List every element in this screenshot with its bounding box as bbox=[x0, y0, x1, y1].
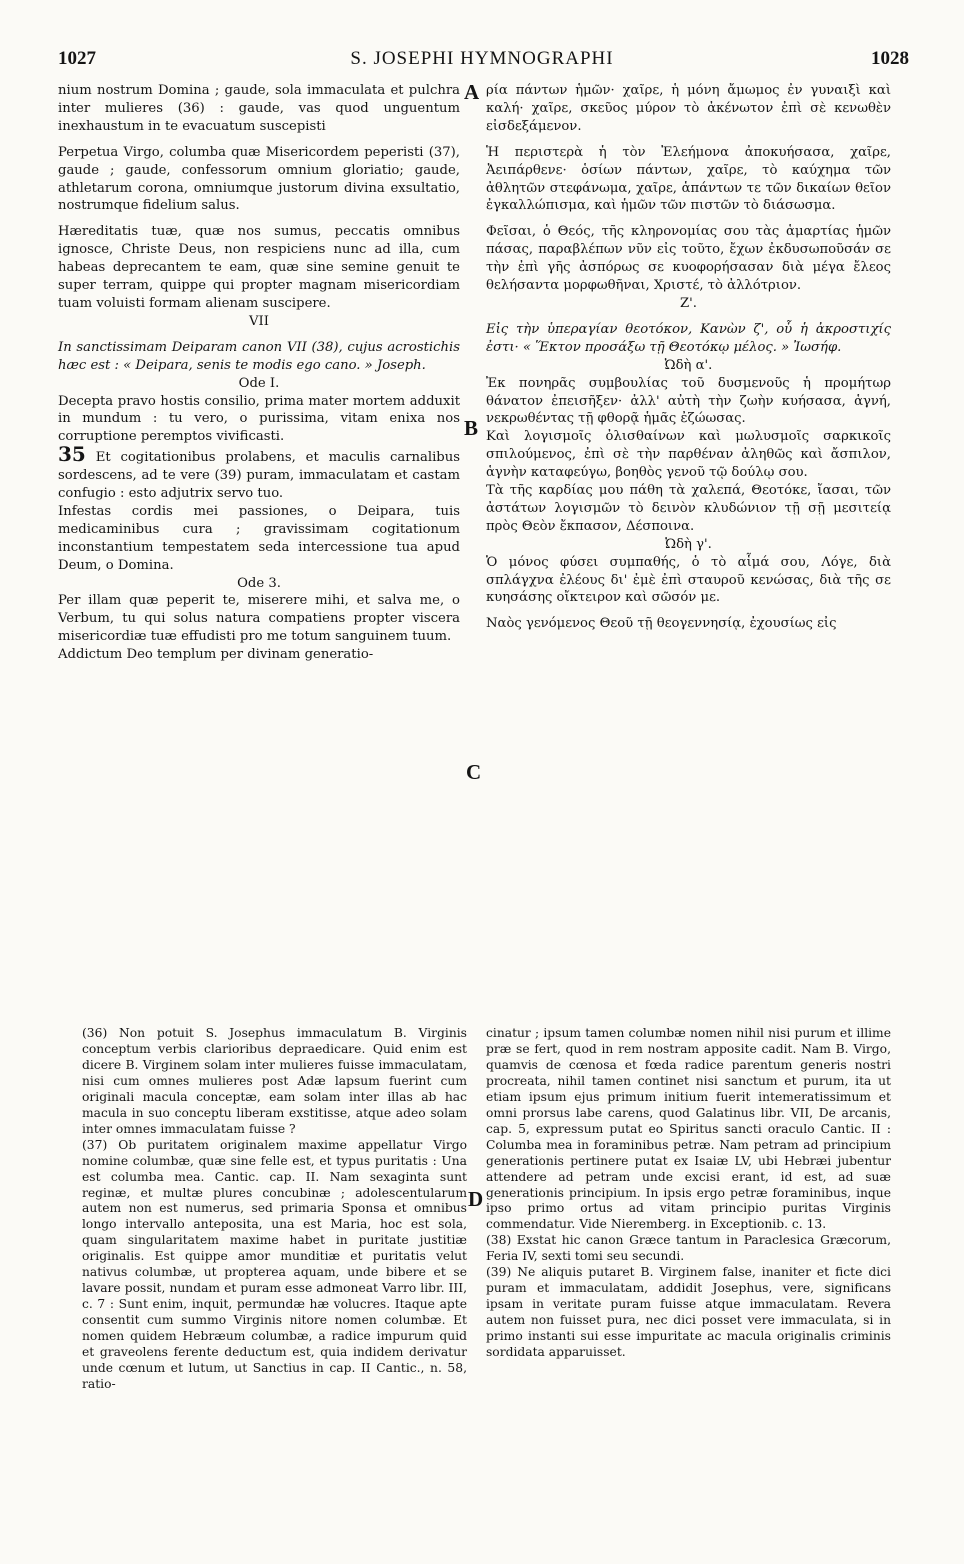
page-number-right: 1028 bbox=[871, 48, 909, 69]
canon-title: In sanctissimam Deiparam canon VII (38), cujus acrostichis hæc est : « Deipara, senis te modis ego cano. » Joseph. bbox=[58, 339, 460, 373]
ode-heading: Ode 3. bbox=[237, 575, 281, 591]
footnote: (38) Exstat hic canon Græce tantum in Paraclesica Græcorum, Feria IV, sexti tomi seu secundi. bbox=[486, 1233, 891, 1264]
latin-paragraph: Decepta pravo hostis consilio, prima mater mortem adduxit in mundum : tu vero, o purissima, vitam enixa nos corruptione peremptos vivificasti. bbox=[58, 393, 460, 445]
margin-letter-d: D bbox=[468, 1187, 484, 1211]
greek-column bbox=[486, 82, 891, 633]
footnote: (39) Ne aliquis putaret B. Virginem false, inaniter et ficte dici puram et immaculatam, addidit Josephus, vere, significans ipsam in veritate puram fuisse atque immaculatam. Revera autem non fuisset pura, nec dici posset vere immaculata, si in primo instanti sui esse impuritate ac macula originalis criminis sordidata apparuisset. bbox=[486, 1265, 891, 1360]
greek-paragraph: Φεῖσαι, ὁ Θεός, τῆς κληρονομίας σου τὰς ἁμαρτίας ἡμῶν πάσας, παραβλέπων νῦν εἰς τοῦτο, ἔχων ἐκδυσωποῦσάν σε τὴν ἐπὶ γῆς ἀσπόρως σε κυοφορήσασαν διὰ μέγα ἔλεος θελήσαντα μορφωθῆναι, Χριστέ, τὸ ἀλλότριον. bbox=[486, 224, 891, 294]
footnotes-right bbox=[486, 1026, 891, 1361]
latin-column bbox=[58, 82, 460, 664]
footnotes-left bbox=[82, 1026, 467, 1393]
page-number-left: 1027 bbox=[58, 48, 96, 69]
greek-paragraph: Ἡ περιστερὰ ἡ τὸν Ἐλεήμονα ἀποκυήσασα, χαῖρε, Ἀειπάρθενε· ὁσίων πάντων, χαῖρε, τὸ καύχημα τῶν ἀθλητῶν στεφάνωμα, χαῖρε, ἁπάντων τε τῶν δικαίων θεῖον ἐγκαλλώπισμα, καὶ ἡμῶν τῶν πιστῶν τὸ διάσωσμα. bbox=[486, 144, 891, 214]
margin-letter-a: A bbox=[464, 80, 480, 104]
margin-letter-c: C bbox=[466, 760, 482, 784]
canon-heading: VII bbox=[249, 313, 269, 329]
footnote: (36) Non potuit S. Josephus immaculatum B. Virginis conceptum verbis clarioribus depraedicare. Quid enim est dicere B. Virginem solam inter mulieres fuisse immaculatam, nisi cum omnes mulieres post Adæ lapsum fuerint cum originali macula conceptæ, eam solam inter illas ab hac macula in suo conceptu liberam exstitisse, atque adeo solam inter omnes immaculatam fuisse ? bbox=[82, 1026, 467, 1136]
footnote: (37) Ob puritatem originalem maxime appellatur Virgo nomine columbæ, quæ sine felle est, et typus puritatis : Una est columba mea. Cantic. cap. II. Nam sexaginta sunt reginæ, et multæ plures concubinæ ; adolescentularum autem non est numerus, sed primaria Sponsa et omnibus longo intervallo anteposita, una est Maria, hoc est sola, quam singularitatem maxime habet in puritate justitiæ originalis. Est quippe amor munditiæ et puritatis velut nativus columbæ, ut propterea aquam, unde bibere et se lavare possit, nundam et puram esse admoneat Varro libr. III, c. 7 : Sunt enim, inquit, permundæ hæ volucres. Itaque apte consentit cum summo Virginis nitore nomen columbæ. Et nomen quidem Hebræum columbæ, a radice impurum quid et graveolens ferente deductum est, quia indidem derivatur unde cœnum et lutum, ut Sanctius in cap. II Cantic., n. 58, ratio- bbox=[82, 1137, 467, 1391]
canon-heading: Ζ'. bbox=[680, 295, 697, 311]
ode-heading: Ὠδὴ α'. bbox=[664, 357, 713, 373]
ode-heading: Ὠδὴ γ'. bbox=[665, 536, 712, 552]
greek-paragraph: Ναὸς γενόμενος Θεοῦ τῇ θεογεννησίᾳ, ἐχουσίως εἰς bbox=[486, 616, 837, 632]
greek-paragraph: Τὰ τῆς καρδίας μου πάθη τὰ χαλεπά, Θεοτόκε, ἴασαι, τῶν ἀστάτων λογισμῶν τὸ δεινὸν κλυδώνιον τῇ σῇ μεσιτείᾳ πρὸς Θεὸν ἔκπασον, Δέσποινα. bbox=[486, 483, 891, 534]
latin-paragraph: Addictum Deo templum per divinam generatio- bbox=[58, 647, 374, 663]
latin-paragraph: nium nostrum Domina ; gaude, sola immaculata et pulchra inter mulieres (36) : gaude, vas quod unguentum inexhaustum in te evacuatum suscepisti bbox=[58, 83, 460, 134]
latin-paragraph: 35 Et cogitationibus prolabens, et maculis carnalibus sordescens, ad te vere (39) puram, immaculatam et castam confugio : esto adjutrix servo tuo. bbox=[58, 442, 460, 502]
margin-letter-b: B bbox=[464, 416, 479, 440]
running-title: S. JOSEPHI HYMNOGRAPHI bbox=[350, 48, 614, 69]
greek-paragraph: Καὶ λογισμοῖς ὀλισθαίνων καὶ μωλυσμοῖς σαρκικοῖς σπιλούμενος, ἐπὶ σὲ τὴν παρθέναν ἀληθῶς καὶ ἄσπιλον, ἁγνὴν καταφεύγω, βοηθὸς γενοῦ τῷ δούλῳ σου. bbox=[486, 429, 891, 481]
greek-paragraph: Ἐκ πονηρᾶς συμβουλίας τοῦ δυσμενοῦς ἡ προμήτωρ θάνατον ἐπεισῆξεν· ἀλλ' αὐτὴ τὴν ζωὴν κυήσασα, ἁγνή, νεκρωθέντας τῇ φθορᾷ ἡμᾶς ἐζώωσας. bbox=[486, 375, 891, 427]
latin-paragraph: Per illam quæ peperit te, miserere mihi, et salva me, o Verbum, tu qui solus natura compatiens propter viscera misericordiæ tuæ effudisti pro me totum sanguinem tuum. bbox=[58, 593, 460, 645]
latin-paragraph: Hæreditatis tuæ, quæ nos sumus, peccatis omnibus ignosce, Christe Deus, non respiciens nunc ad illa, cum habeas deprecantem te eam, quæ sine semine genuit te super terram, quippe qui propter magnam misericordiam tuam voluisti formam alienam suscipere. bbox=[58, 224, 460, 311]
latin-paragraph: Infestas cordis mei passiones, o Deipara, tuis medicaminibus cura ; gravissimam cogitationum inconstantium tempestatem seda intercessione tua apud Deum, o Domina. bbox=[58, 503, 460, 573]
section-number: 35 bbox=[58, 442, 86, 467]
latin-paragraph: Perpetua Virgo, columba quæ Misericordem peperisti (37), gaude ; gaude, confessorum omnium gloriatio; gaude, athletarum corona, omniumque justorum divina exsultatio, nostrumque fidelium salus. bbox=[58, 144, 460, 214]
ode-heading: Ode I. bbox=[238, 375, 280, 391]
canon-title: Εἰς τὴν ὑπεραγίαν θεοτόκον, Κανὼν ζ', οὗ ἡ ἀκροστιχίς ἐστι· « Ἕκτον προσάξω τῇ Θεοτόκῳ μέλος. » Ἰωσήφ. bbox=[486, 321, 891, 355]
footnote: cinatur ; ipsum tamen columbæ nomen nihil nisi purum et illime præ se fert, quod in rem nostram apposite cadit. Nam B. Virgo, quamvis de cœnosa et fœda radice parentum generis nostri procreata, nihil tamen continet nisi sanctum et purum, ita ut etiam ipsum ejus primum initium fuerit intemeratissimum et omni prorsus labe carens, quod Galatinus libr. VII, De arcanis, cap. 5, expressum putat eo Spiritus sancti oraculo Cantic. II : Columba mea in foraminibus petræ. Nam petram ad principium generationis pertinere putat ex Isaiæ LV, ubi Hebræi jubentur attendere ad petram unde excisi erant, id est, ad suæ generationis principium. In ipsis ergo petræ foraminibus, inque ipso primo ortus ad vitam principio puritas Virginis commendatur. Vide Nieremberg. in Exceptionib. c. 13. bbox=[486, 1026, 891, 1232]
greek-paragraph: ρία πάντων ἡμῶν· χαῖρε, ἡ μόνη ἄμωμος ἐν γυναιξὶ καὶ καλή· χαῖρε, σκεῦος μύρον τὸ ἀκένωτον ἐπὶ σὲ κενωθὲν εἰσδεξάμενον. bbox=[486, 83, 891, 134]
greek-paragraph: Ὁ μόνος φύσει συμπαθής, ὁ τὸ αἷμά σου, Λόγε, διὰ σπλάγχνα ἐλέους δι' ἐμὲ ἐπὶ σταυροῦ κενώσας, διὰ τῆς σε κυησάσης οἴκτειρον καὶ σῶσόν με. bbox=[486, 554, 891, 606]
